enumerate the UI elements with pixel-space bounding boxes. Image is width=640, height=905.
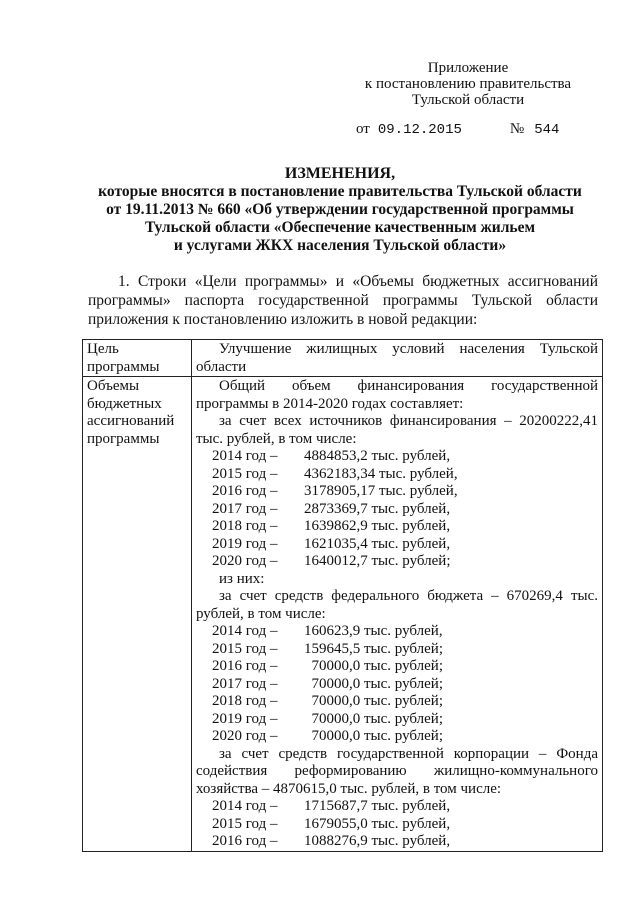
date-prefix: от (356, 121, 370, 137)
year-line: 2020 год – 70000,0 тыс. рублей; (212, 728, 443, 744)
year-line: 2020 год – 1640012,7 тыс. рублей; (212, 553, 451, 569)
title-main: ИЗМЕНЕНИЯ, (284, 165, 396, 182)
row-text-goal (192, 340, 603, 377)
header-line-3: Тульской области (411, 92, 525, 108)
table-row-goal (83, 340, 603, 377)
fund-line-3: хозяйства – 4870615,0 тыс. рублей, в том числе: (196, 780, 502, 797)
year-line: 2017 год – 70000,0 тыс. рублей; (212, 675, 443, 692)
all-sources-line-2: тыс. рублей, в том числе: (196, 430, 357, 447)
label-line: Цель (87, 341, 119, 357)
year-line: 2015 год – 1679055,0 тыс. рублей, (212, 815, 451, 832)
row-label-budget (83, 377, 192, 852)
row-label-goal (83, 340, 192, 377)
year-line: 2017 год – 2873369,7 тыс. рублей, (212, 500, 451, 517)
intro-line-1: 1. Строки «Цели программы» и «Объемы бюджетных ассигнований (118, 273, 598, 290)
passport-table (82, 339, 603, 852)
header-line-1: Приложение (427, 60, 509, 76)
fund-line-1: за счет средств государственной корпорации – Фонда (219, 745, 598, 762)
year-line: 2018 год – 70000,0 тыс. рублей; (212, 693, 443, 709)
federal-line-2: рублей, в том числе: (196, 605, 326, 622)
intro-paragraph (88, 272, 598, 329)
label-line: программы (87, 358, 160, 375)
year-line: 2016 год – 1088276,9 тыс. рублей, (212, 833, 451, 849)
number-label: № (509, 121, 525, 137)
year-line: 2016 год – 70000,0 тыс. рублей; (212, 658, 443, 674)
goal-line-1: Улучшение жилищных условий населения Тульской (219, 341, 598, 357)
general-line-2: программы в 2014-2020 годах составляет: (196, 395, 464, 412)
label-line: Объемы (87, 378, 140, 394)
year-line: 2016 год – 3178905,17 тыс. рублей, (212, 483, 458, 499)
label-line: программы (87, 430, 160, 447)
year-line: 2014 год – 1715687,7 тыс. рублей, (212, 798, 451, 814)
title-line: которые вносятся в постановление правительства Тульской области (98, 183, 582, 200)
year-line: 2015 год – 159645,5 тыс. рублей; (212, 640, 443, 657)
fund-line-2: содействия реформированию жилищно-коммунального (196, 763, 598, 779)
label-line: ассигнований (87, 413, 175, 429)
year-line: 2015 год – 4362183,34 тыс. рублей, (212, 465, 458, 482)
row-text-budget (192, 377, 603, 852)
year-line: 2018 год – 1639862,9 тыс. рублей, (212, 518, 451, 534)
attachment-header (338, 60, 598, 108)
table-row-budget (83, 377, 603, 852)
header-line-2: к постановлению правительства (364, 76, 572, 92)
federal-line-1: за счет средств федерального бюджета – 670269,4 тыс. (219, 588, 598, 604)
general-line-1: Общий объем финансирования государственной (219, 378, 598, 394)
year-line: 2014 год – 4884853,2 тыс. рублей, (212, 448, 451, 464)
intro-line-3: приложения к постановлению изложить в новой редакции: (88, 311, 478, 328)
title-line: Тульской области «Обеспечение качественным жильем (144, 219, 536, 236)
label-line: бюджетных (87, 395, 162, 412)
title-line: от 19.11.2013 № 660 «Об утверждении государственной программы (106, 201, 574, 218)
all-sources-line-1: за счет всех источников финансирования – 20200222,41 (219, 413, 598, 429)
year-line: 2019 год – 70000,0 тыс. рублей; (212, 710, 443, 727)
resolution-date: 09.12.2015 (377, 122, 462, 138)
document-title (80, 165, 600, 255)
year-line: 2014 год – 160623,9 тыс. рублей, (212, 623, 443, 639)
year-line: 2019 год – 1621035,4 тыс. рублей, (212, 535, 451, 552)
goal-line-2: области (196, 358, 247, 375)
title-line: и услугами ЖКХ населения Тульской области» (173, 237, 507, 254)
resolution-number: 544 (534, 122, 560, 138)
of-them-label: из них: (219, 570, 265, 587)
intro-line-2: программы» паспорта государственной программы Тульской области (88, 292, 598, 309)
resolution-date-number (356, 121, 559, 138)
